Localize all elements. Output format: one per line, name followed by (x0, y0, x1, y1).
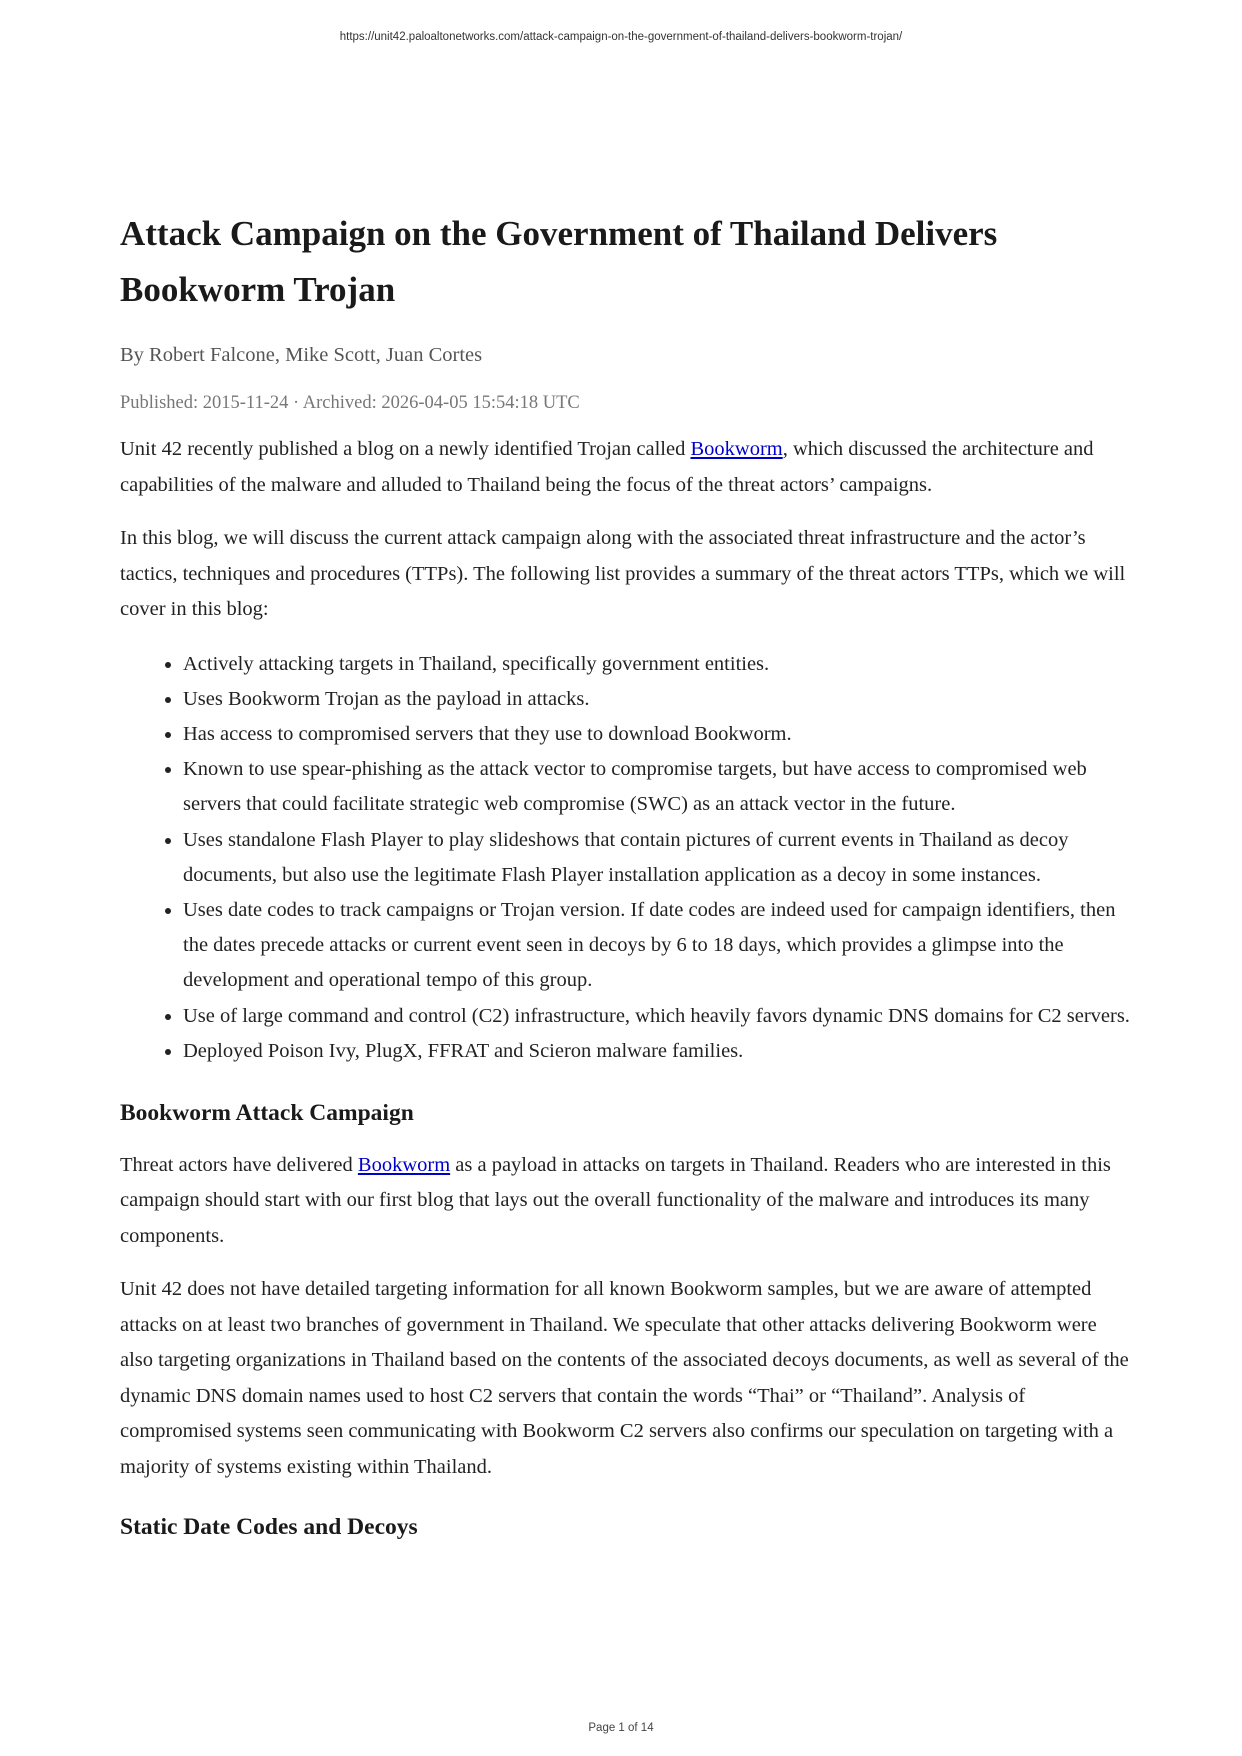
campaign-paragraph-2: Unit 42 does not have detailed targeting information for all known Bookworm samples, but we are aware of attempted attacks on at least two branches of government in Thailand. We speculate that other attacks delivering Bookworm were also targeting organizations in Thailand based on the contents of the associated decoys documents, as well as several of the dynamic DNS domain names used to host C2 servers that contain the words “Thai” or “Thailand”. Analysis of compromised systems seen communicating with Bookworm C2 servers also confirms our speculation on targeting with a majority of systems existing within Thailand. (120, 1278, 1129, 1478)
list-item: • Uses Bookworm Trojan as the payload in attacks. (183, 682, 1132, 717)
list-item: • Uses date codes to track campaigns or Trojan version. If date codes are indeed used for campaign identifiers, then the dates precede attacks or current event seen in decoys by 6 to 18 days, which provides a glimpse into the development and operational tempo of this group. (183, 893, 1132, 999)
byline: By Robert Falcone, Mike Scott, Juan Cortes (120, 344, 483, 366)
list-item: • Known to use spear-phishing as the attack vector to compromise targets, but have access to compromised web servers that could facilitate strategic web compromise (SWC) as an attack vector in the future. (183, 752, 1132, 822)
intro-text-before: Unit 42 recently published a blog on a newly identified Trojan called (120, 438, 691, 460)
intro-text-after: , which discussed the architecture and capabilities of the malware and alluded to Thailand being the focus of the threat actors’ campaigns. (120, 438, 1094, 496)
campaign-text-after: as a payload in attacks on targets in Thailand. Readers who are interested in this campaign should start with our first blog that lays out the overall functionality of the malware and introduces its many components. (120, 1153, 1111, 1247)
list-item: • Actively attacking targets in Thailand, specifically government entities. (183, 647, 1132, 682)
section-heading-bookworm-attack-campaign: Bookworm Attack Campaign (120, 1099, 414, 1126)
list-item: • Use of large command and control (C2) infrastructure, which heavily favors dynamic DNS domains for C2 servers. (183, 999, 1132, 1034)
section-heading-static-date-codes: Static Date Codes and Decoys (120, 1514, 418, 1541)
article-title: Attack Campaign on the Government of Thailand Delivers Bookworm Trojan (120, 214, 998, 309)
intro-paragraph (120, 432, 1132, 503)
campaign-text-before: Threat actors have delivered (120, 1153, 358, 1176)
list-item: • Has access to compromised servers that they use to download Bookworm. (183, 717, 1132, 752)
list-item: • Deployed Poison Ivy, PlugX, FFRAT and Scieron malware families. (183, 1034, 1132, 1069)
page-number: Page 1 of 14 (588, 1722, 654, 1734)
campaign-paragraph-1 (120, 1148, 1132, 1255)
summary-paragraph: In this blog, we will discuss the current attack campaign along with the associated threat infrastructure and the actor’s tactics, techniques and procedures (TTPs). The following list provides a summary of the threat actors TTPs, which we will cover in this blog: (120, 527, 1126, 620)
publish-meta: Published: 2015-11-24 · Archived: 2026-04-05 15:54:18 UTC (120, 393, 580, 413)
page-url: https://unit42.paloaltonetworks.com/attack-campaign-on-the-government-of-thailand-delivers-bookworm-trojan/ (339, 31, 903, 43)
article (120, 206, 1132, 1543)
bookworm-link-2[interactable]: Bookworm (357, 1153, 451, 1176)
bookworm-link[interactable]: Bookworm (690, 438, 783, 460)
list-item: • Uses standalone Flash Player to play slideshows that contain pictures of current events in Thailand as decoy documents, but also use the legitimate Flash Player installation application as a decoy in some instances. (183, 823, 1132, 893)
ttp-list (120, 647, 1132, 1069)
